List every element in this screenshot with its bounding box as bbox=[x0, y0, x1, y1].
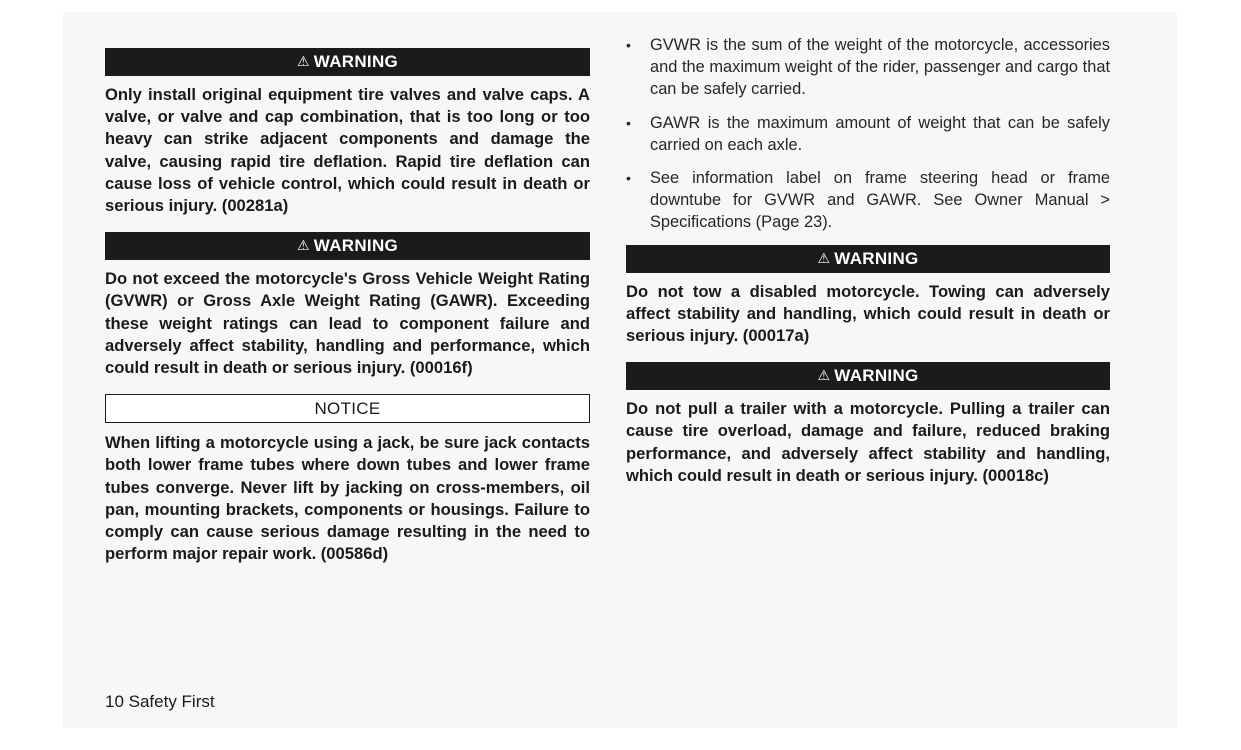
list-item-text: See information label on frame steering head or frame downtube for GVWR and GAWR. See Owner Manual > Specifications (Page 23). bbox=[650, 169, 1110, 232]
warning-triangle-icon: ⚠ bbox=[296, 53, 310, 69]
warning-header-4 bbox=[626, 362, 1110, 390]
warning-header-3 bbox=[626, 245, 1110, 273]
list-item bbox=[626, 34, 1110, 101]
bullet-icon: • bbox=[626, 37, 631, 53]
warning-triangle-icon: ⚠ bbox=[817, 249, 831, 266]
bullet-icon: • bbox=[626, 170, 631, 187]
warning-text-gvwr: Do not exceed the motorcycle's Gross Vehicle Weight Rating (GVWR) or Gross Axle Weight Rating (GAWR). Exceeding these weight ratings can lead to component failure and adversely affect stability, handling and performance, which could result in death or serious injury. (00016f) bbox=[105, 269, 590, 378]
warning-text-towing: Do not tow a disabled motorcycle. Towing can adversely affect stability and handling, which could result in death or serious injury. (00017a) bbox=[626, 281, 1110, 346]
list-item-text: GAWR is the maximum amount of weight that can be safely carried on each axle. bbox=[650, 113, 1110, 154]
weight-rating-list bbox=[626, 34, 1110, 234]
list-item bbox=[626, 167, 1110, 234]
notice-header bbox=[105, 394, 590, 423]
list-item-text: GVWR is the sum of the weight of the motorcycle, accessories and the maximum weight of the rider, passenger and cargo that can be safely carried. bbox=[650, 36, 1110, 99]
warning-label: WARNING bbox=[313, 52, 399, 71]
warning-text-tire-valves: Only install original equipment tire valves and valve caps. A valve, or valve and cap combination, that is too long or too heavy can strike adjacent components and damage the valve, causing rapid tire deflation. Rapid tire deflation can cause loss of vehicle control, which could result in death or serious injury. (00281a) bbox=[105, 85, 590, 216]
notice-label: NOTICE bbox=[314, 399, 381, 419]
warning-label: WARNING bbox=[313, 236, 399, 256]
warning-text-trailer: Do not pull a trailer with a motorcycle. Pulling a trailer can cause tire overload, damage and failure, reduced braking performance, and adversely affect stability and handling, which could result in death or serious injury. (00018c) bbox=[626, 399, 1110, 485]
warning-header-2 bbox=[105, 232, 590, 260]
left-column bbox=[105, 48, 590, 565]
right-column bbox=[626, 34, 1110, 487]
warning-triangle-icon: ⚠ bbox=[296, 237, 310, 254]
warning-triangle-icon: ⚠ bbox=[817, 367, 831, 384]
warning-label: WARNING bbox=[834, 248, 919, 268]
manual-page bbox=[63, 12, 1177, 728]
list-item bbox=[626, 112, 1110, 156]
bullet-icon: • bbox=[626, 114, 631, 131]
warning-label: WARNING bbox=[834, 366, 919, 386]
notice-text-jack: When lifting a motorcycle using a jack, be sure jack contacts both lower frame tubes where down tubes and lower frame tubes converge. Never lift by jacking on cross-members, oil pan, mounting brackets, components or housings. Failure to comply can cause serious damage resulting in the need to perform major repair work. (00586d) bbox=[105, 433, 590, 564]
page-footer: 10 Safety First bbox=[105, 692, 215, 711]
warning-header-1 bbox=[105, 48, 590, 76]
